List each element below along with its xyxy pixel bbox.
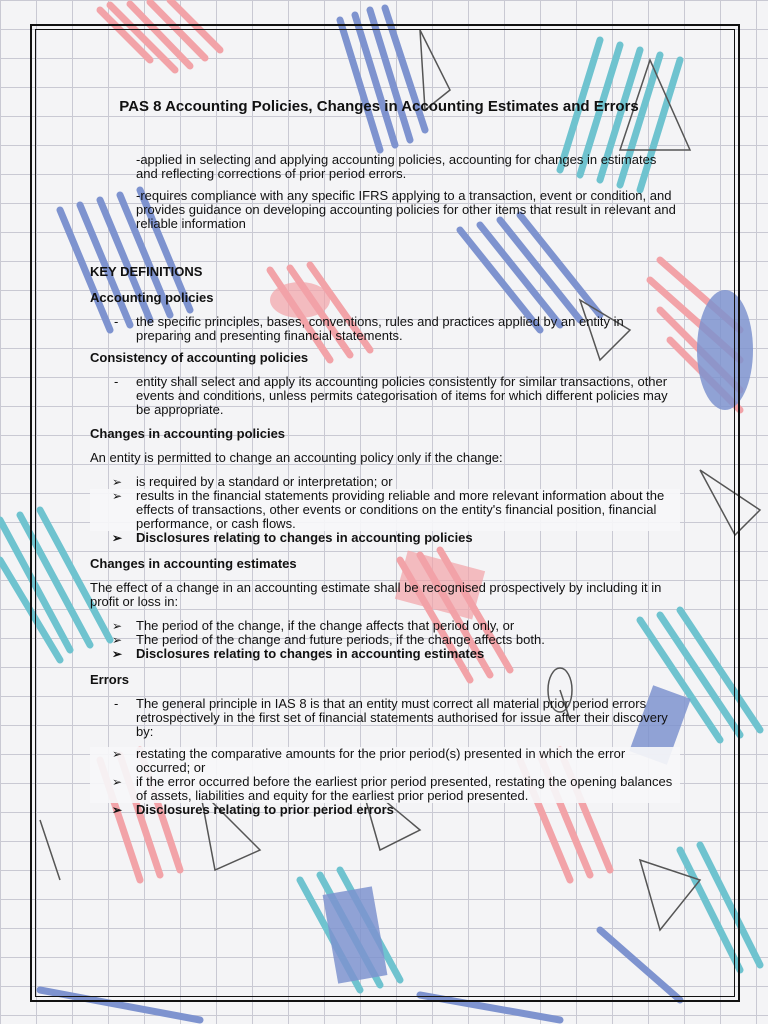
intro-paragraph: -applied in selecting and applying accounting policies, accounting for changes in estimates and reflecting corrections of prior period errors. <box>136 152 657 181</box>
key-definitions-heading: KEY DEFINITIONS <box>90 264 203 279</box>
arrow-bullet-icon: ➢ <box>112 531 123 545</box>
dash-bullet: - <box>114 696 119 711</box>
dash-bullet: - <box>114 314 119 329</box>
changes-estimates-heading: Changes in accounting estimates <box>90 556 297 571</box>
arrow-bullet-icon: ➢ <box>112 633 123 647</box>
errors-text: The general principle in IAS 8 is that an entity must correct all material prior period errors retrospectively in the first set of financial statements authorised for issue after their discovery by: <box>136 696 668 739</box>
list-item: ➢ restating the comparative amounts for the prior period(s) presented in which the error occurred; or <box>90 747 680 775</box>
arrow-bullet-icon: ➢ <box>112 489 123 503</box>
list-item <box>90 697 680 739</box>
changes-policies-heading: Changes in accounting policies <box>90 426 286 441</box>
changes-policies-lead: An entity is permitted to change an accounting policy only if the change: <box>90 450 503 465</box>
list-item <box>90 375 680 417</box>
arrow-bullet-icon: ➢ <box>112 775 123 789</box>
document-body <box>90 98 680 821</box>
arrow-bullet-icon: ➢ <box>112 803 123 817</box>
list-item: ➢ Disclosures relating to prior period errors <box>112 802 394 817</box>
list-item: ➢ results in the financial statements providing reliable and more relevant information about the effects of transactions, other events or conditions on the entity's financial position, financial performance, or cash flows. <box>90 489 680 531</box>
errors-heading: Errors <box>90 672 130 687</box>
errors-list <box>90 747 680 817</box>
arrow-bullet-icon: ➢ <box>112 619 123 633</box>
list-item: ➢ is required by a standard or interpretation; or <box>112 474 393 489</box>
list-item: ➢ Disclosures relating to changes in accounting policies <box>112 530 473 545</box>
intro-paragraph: -requires compliance with any specific IFRS applying to a transaction, event or condition, and provides guidance on developing accounting policies for other items that result in relevant and reliable information <box>136 188 676 231</box>
list-item: ➢ Disclosures relating to changes in accounting estimates <box>112 646 485 661</box>
list-item: ➢ The period of the change and future periods, if the change affects both. <box>112 632 545 647</box>
arrow-bullet-icon: ➢ <box>112 647 123 661</box>
arrow-bullet-icon: ➢ <box>112 747 123 761</box>
changes-estimates-lead: The effect of a change in an accounting estimate shall be recognised prospectively by including it in profit or loss in: <box>90 580 662 609</box>
list-item <box>90 315 680 343</box>
changes-policies-list <box>90 475 680 545</box>
changes-estimates-list <box>90 619 680 661</box>
definition-text: the specific principles, bases, conventions, rules and practices applied by an entity in preparing and presenting financial statements. <box>136 314 624 343</box>
list-item: ➢ if the error occurred before the earliest prior period presented, restating the opening balances of assets, liabilities and equity for the earliest prior period presented. <box>90 775 680 803</box>
list-item: ➢ The period of the change, if the change affects that period only, or <box>112 618 515 633</box>
definition-text: entity shall select and apply its accounting policies consistently for similar transactions, other events and conditions, unless permits categorisation of items for which different policies may be appropriate. <box>136 374 668 417</box>
page-title: PAS 8 Accounting Policies, Changes in Accounting Estimates and Errors <box>119 98 639 115</box>
consistency-heading: Consistency of accounting policies <box>90 350 309 365</box>
accounting-policies-heading: Accounting policies <box>90 290 214 305</box>
dash-bullet: - <box>114 374 119 389</box>
arrow-bullet-icon: ➢ <box>112 475 123 489</box>
